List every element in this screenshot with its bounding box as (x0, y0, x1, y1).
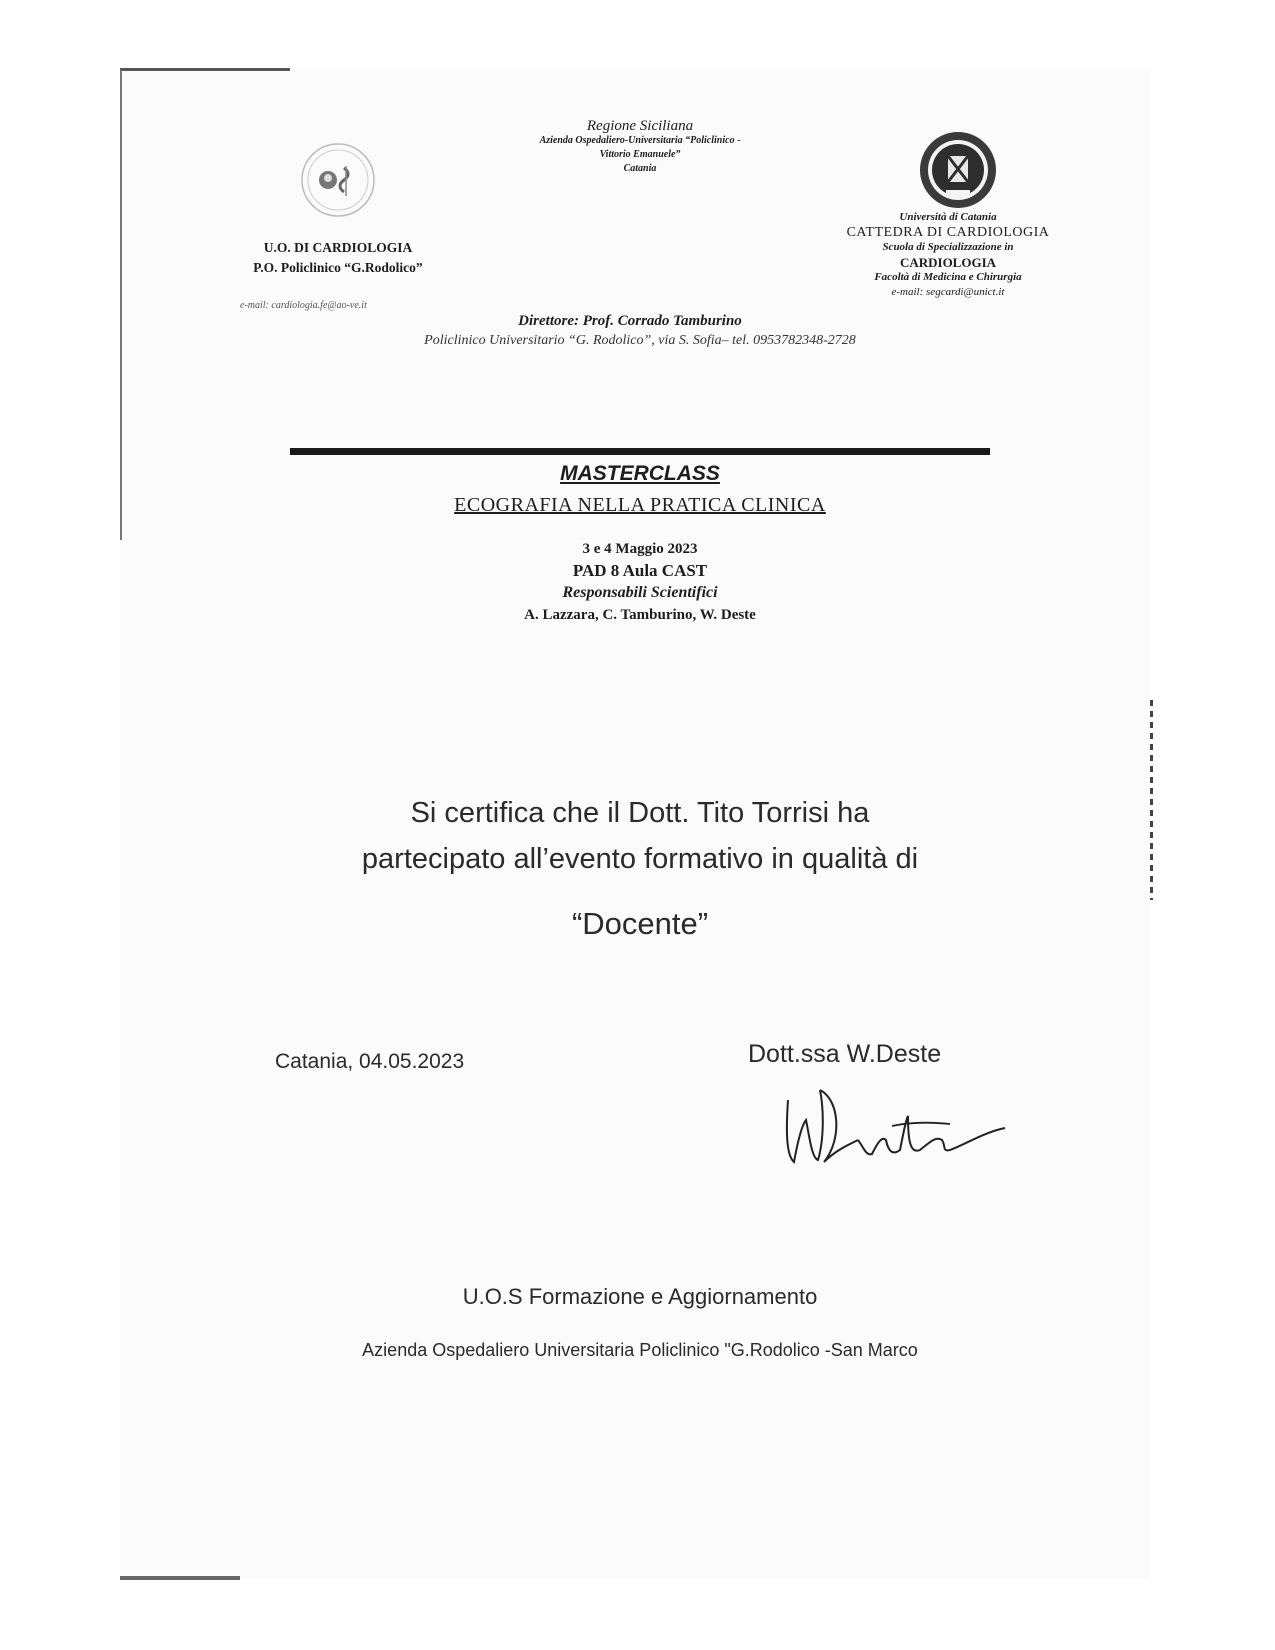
uo-subtitle: P.O. Policlinico “G.Rodolico” (253, 260, 423, 275)
uos-formazione: U.O.S Formazione e Aggiornamento (462, 1284, 818, 1309)
certification-line-1: Si certifica che il Dott. Tito Torrisi ha (410, 797, 870, 829)
uo-cardiologia (218, 238, 458, 278)
scan-edge-right (1150, 700, 1153, 900)
uni-cattedra: CATTEDRA DI CARDIOLOGIA (846, 225, 1050, 240)
university-seal-icon (918, 130, 998, 210)
participant-role: “Docente” (571, 906, 709, 941)
event-place: PAD 8 Aula CAST (572, 561, 708, 580)
uni-facolta: Facoltà di Medicina e Chirurgia (874, 271, 1022, 283)
responsabili-names: A. Lazzara, C. Tamburino, W. Deste (524, 607, 756, 623)
scan-edge-left (120, 70, 122, 540)
azienda-line-2: Vittorio Emanuele” (599, 149, 681, 160)
uo-title: U.O. DI CARDIOLOGIA (263, 240, 413, 255)
place-date: Catania, 04.05.2023 (275, 1050, 465, 1073)
scan-edge-bottom (120, 1576, 240, 1580)
director-line: Direttore: Prof. Corrado Tamburino (518, 313, 742, 329)
uni-cardiologia: CARDIOLOGIA (899, 255, 997, 270)
certification-line-2: partecipato all’evento formativo in qualità di (361, 843, 919, 875)
uni-email: e-mail: segcardi@unict.it (891, 286, 1005, 298)
azienda-footer: Azienda Ospedaliero Universitaria Policlinico "G.Rodolico -San Marco (362, 1340, 918, 1360)
course-title: ECOGRAFIA NELLA PRATICA CLINICA (454, 494, 826, 516)
handwritten-signature (780, 1070, 1020, 1180)
uo-email: e-mail: cardiologia.fe@ao-ve.it (240, 300, 367, 311)
azienda-city: Catania (623, 163, 657, 174)
event-dates: 3 e 4 Maggio 2023 (582, 541, 698, 557)
region-header (480, 118, 800, 176)
certification-text (240, 790, 1040, 882)
hospital-logo-icon (298, 140, 378, 220)
university-block (828, 210, 1068, 300)
event-title: MASTERCLASS (560, 462, 720, 485)
address-line: Policlinico Universitario “G. Rodolico”, via S. Sofia– tel. 0953782348-2728 (424, 333, 856, 348)
azienda-line-1: Azienda Ospedaliero-Universitaria “Policlinico - (539, 135, 741, 146)
scan-edge-top (120, 68, 290, 71)
signatory-name: Dott.ssa W.Deste (748, 1040, 942, 1068)
separator-rule (290, 448, 990, 455)
event-details (290, 538, 990, 626)
region-name: Regione Siciliana (586, 118, 694, 134)
uni-name: Università di Catania (899, 211, 997, 223)
responsabili-label: Responsabili Scientifici (562, 584, 718, 601)
uni-scuola: Scuola di Specializzazione in (882, 241, 1014, 253)
